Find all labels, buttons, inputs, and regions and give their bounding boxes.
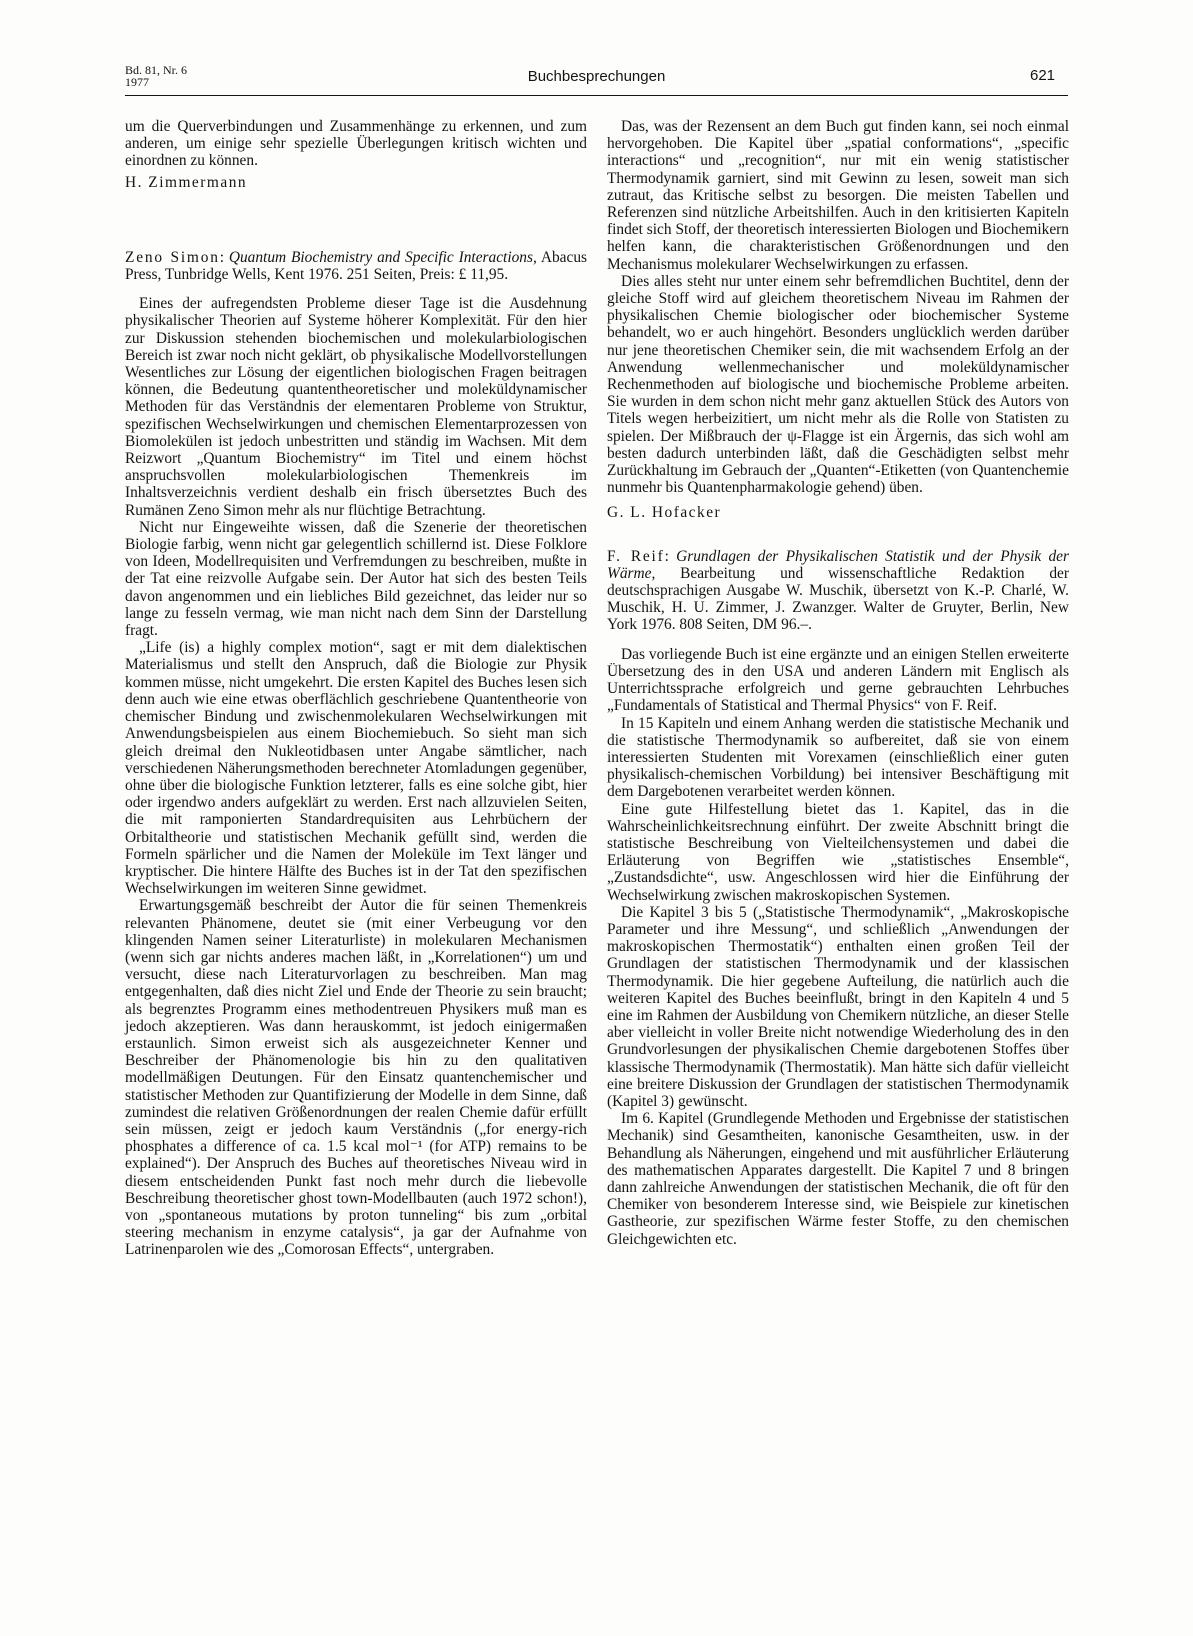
header-page-number: 621 [1030, 67, 1056, 84]
header-rule [125, 95, 1068, 96]
review-paragraph: „Life (is) a highly complex motion“, sagt er mit dem dialektischen Materialismus und stellt den Anspruch, daß die Biologie zur Physik kommen müsse, nicht umgekehrt. Die ersten Kapitel des Buches lesen sich denn auch wie eine etwas oberflächlich geschriebene Quantentheorie von chemischer Bindung und zwischenmolekularen Wechselwirkungen mit Anwendungsbeispielen aus einem Biochemiebuch. So sieht man sich gleich dreimal den Nukleotidbasen unter Angabe sämtlicher, nach verschiedenen Näherungsmethoden berechneter Atomladungen gegenüber, ohne über die biologische Funktion letzterer, falls es eine solche gibt, hier oder irgendwo anders aufgeklärt zu werden. Erst nach allzuvielen Seiten, die mit ramponierten Standardrequisiten aus Lehrbüchern der Orbitaltheorie und statistischen Mechanik gefüllt sind, werden die Formeln spärlicher und die Namen der Moleküle im Text länger und kryptischer. Die hintere Hälfte des Buches ist in der Tat den spezifischen Wechselwirkungen im weiteren Sinne gewidmet. [125, 639, 587, 898]
reviewer-signature: G. L. Hofacker [607, 504, 722, 522]
book-reference: F. Reif: Grundlagen der Physikalischen Statistik und der Physik der Wärme, Bearbeitung und wissenschaftliche Redaktion der deutschsprachigen Ausgabe W. Muschik, übersetzt von K.-P. Charlé, W. Muschik, H. U. Zimmer, J. Zwanzger. Walter de Gruyter, Berlin, New York 1976. 808 Seiten, DM 96.–. [607, 547, 1070, 634]
header-volume: Bd. 81, Nr. 6 [125, 63, 188, 77]
book-details: Bearbeitung und wissenschaftliche Redaktion der deutschsprachigen Ausgabe W. Muschik, übersetzt von K.-P. Charlé, W. Muschik, H. U. Zimmer, J. Zwanzger. Walter de Gruyter, Berlin, New York 1976. 808 Seiten, DM 96.–. [607, 564, 1069, 634]
book-title: Quantum Biochemistry and Specific Interactions, [228, 248, 537, 266]
review-paragraph: Das, was der Rezensent an dem Buch gut finden kann, sei noch einmal hervorgehoben. Die Kapitel über „spatial conformations“, „specific interactions“ und „recognition“, nur mit ein wenig statistischer Thermodynamik garniert, sind mit Gewinn zu lesen, soweit man sich zutraut, das Kritische selbst zu besorgen. Die meisten Tabellen und Referenzen sind nützliche Arbeitshilfen. Auch in den kritisierten Kapiteln findet sich Stoff, der theoretisch interessierten Biologen und Biochemikern helfen kann, die charakteristischen Größenordnungen und den Mechanismus molekularer Wechselwirkungen zu erfassen. [607, 118, 1069, 273]
review-paragraph: In 15 Kapiteln und einem Anhang werden die statistische Mechanik und die statistische Thermodynamik so aufbereitet, daß sie von einem interessierten Studenten mit Vorexamen (einschließlich einer guten physikalisch-chemischen Vorbildung) bei intensiver Beschäftigung mit dem Dargebotenen verarbeitet werden können. [607, 714, 1069, 801]
book-details: Abacus Press, Tunbridge Wells, Kent 1976. 251 Seiten, Preis: £ 11,95. [125, 248, 588, 284]
review-paragraph: Eine gute Hilfestellung bietet das 1. Kapitel, das in die Wahrscheinlichkeitsrechnung einführt. Der zweite Abschnitt bringt die statistische Beschreibung von Vielteilchensystemen und dabei die Erläuterung von Begriffen wie „statistisches Ensemble“, „Zustandsdichte“, usw. Angeschlossen wird hier die Einführung der Wechselwirkung zwischen makroskopischen Systemen. [607, 800, 1069, 904]
paragraph-continued: um die Querverbindungen und Zusammenhänge zu erkennen, und zum anderen, um einige sehr spezielle Überlegungen kritisch wichten und einordnen zu können. [125, 118, 587, 170]
right-column [607, 118, 1069, 1248]
book-title: Grundlagen der Physikalischen Statistik und der Physik der Wärme, [607, 547, 1070, 582]
review-paragraph: Eines der aufregendsten Probleme dieser Tage ist die Ausdehnung physikalischer Theorien auf Systeme höherer Komplexität. Für den hier zur Diskussion stehenden biochemischen und molekularbiologischen Bereich ist zwar noch nicht geklärt, ob physikalische Modellvorstellungen Wesentliches zur Lösung der eigentlichen biologischen Fragen beitragen können, die Bedeutung quantentheoretischer und moleküldynamischer Methoden für das Verständnis der elementaren Probleme von Struktur, spezifischen Wechselwirkungen und chemischen Elementarprozessen von Biomolekülen ist jedoch unbestritten und ständig im Wachsen. Mit dem Reizwort „Quantum Biochemistry“ im Titel und einem höchst anspruchsvollen molekularbiologischen Themenkreis im Inhaltsverzeichnis verdient deshalb ein frisch übersetztes Buch des Rumänen Zeno Simon mehr als nur flüchtige Betrachtung. [125, 295, 587, 519]
book-author: Zeno Simon [125, 248, 220, 266]
review-paragraph: Die Kapitel 3 bis 5 („Statistische Thermodynamik“, „Makroskopische Parameter und ihre Messung“, und schließlich „Anwendungen der makroskopischen Thermostatik“) enthalten einen großen Teil der Grundlagen der statistischen Thermodynamik und der klassischen Thermodynamik. Die hier gegebene Aufteilung, die natürlich auch die weiteren Kapitel des Buches beeinflußt, bringt in den Kapiteln 4 und 5 eine im Rahmen der Ausbildung von Chemikern nützliche, an dieser Stelle aber vielleicht in voller Breite nicht notwendige Wiederholung des in den Grundvorlesungen der physikalischen Chemie dargebotenen Stoffes über klassische Thermodynamik (Thermostatik). Man hätte sich dafür vielleicht eine breitere Diskussion der Grundlagen der statistischen Thermodynamik (Kapitel 3) gewünscht. [607, 903, 1069, 1110]
reviewer-signature: H. Zimmermann [125, 173, 248, 191]
book-reference: Zeno Simon: Quantum Biochemistry and Specific Interactions, Abacus Press, Tunbridge Wells, Kent 1976. 251 Seiten, Preis: £ 11,95. [125, 248, 588, 284]
left-column [125, 118, 587, 1259]
review-paragraph: Dies alles steht nur unter einem sehr befremdlichen Buchtitel, denn der gleiche Stoff wird auf gleichem theoretischem Niveau im Rahmen der physikalischen Chemie biologischer oder biochemischer Systeme behandelt, wo er auch hingehört. Besonders unglücklich werden darüber nur jene theoretischen Chemiker sein, die mit wachsendem Erfolg an der Anwendung wellenmechanischer und moleküldynamischer Rechenmethoden auf biologische und biochemische Probleme arbeiten. Sie wurden in dem schon nicht mehr ganz aktuellen Stück des Autors von Titels wegen herbeizitiert, um nicht mehr als die Rolle von Statisten zu spielen. Der Mißbrauch der ψ-Flagge ist ein Ärgernis, das sich wohl am besten dadurch unterbinden läßt, daß die Geschädigten selbst mehr Zurückhaltung im Gebrauch der „Quanten“-Etiketten (von Quantenchemie nunmehr bis Quantenpharmakologie gehend) üben. [607, 272, 1069, 497]
book-author: F. Reif [607, 547, 665, 565]
review-paragraph: Im 6. Kapitel (Grundlegende Methoden und Ergebnisse der statistischen Mechanik) sind Gesamtheiten, kanonische Gesamtheiten, usw. in der Behandlung als Näherungen, eingehend und mit ausführlicher Erläuterung des mathematischen Apparates dargestellt. Die Kapitel 7 und 8 bringen dann zahlreiche Anwendungen der statistischen Mechanik, die oft für den Chemiker von besonderem Interesse sind, wie Beispiele zur kinetischen Gastheorie, zur spezifischen Wärme fester Stoffe, zu den chemischen Gleichgewichten etc. [607, 1110, 1069, 1248]
review-paragraph: Nicht nur Eingeweihte wissen, daß die Szenerie der theoretischen Biologie farbig, wenn nicht gar gelegentlich schillernd ist. Diese Folklore von Ideen, Modellrequisiten und Verfremdungen zu beschreiben, mußte in der Tat eine reizvolle Aufgabe sein. Der Autor hat sich des besten Teils davon angenommen und ein liebliches Bild gezeichnet, das leider nur so lange zu fesseln vermag, wie man nicht nach dem Sinn der Darstellung fragt. [125, 518, 587, 640]
review-paragraph: Erwartungsgemäß beschreibt der Autor die für seinen Themenkreis relevanten Phänomene, deutet sie (mit einer Verbeugung vor den klingenden Namen seiner Literaturliste) in molekularen Mechanismen (wenn sich gar nichts anderes machen läßt, in „Korrelationen“) um und versucht, diese nach Literaturvorlagen zu beschreiben. Man mag entgegenhalten, daß dies nicht Ziel und Ende der Theorie zu sein braucht; als begrenztes Programm eines methodentreuen Physikers muß man es jedoch akzeptieren. Was dann herauskommt, ist jedoch einigermaßen erstaunlich. Simon erweist sich als ausgezeichneter Kenner und Beschreiber der Phänomenologie bis hin zu den qualitativen modellmäßigen Deutungen. Für den Einsatz quantenchemischer und statistischer Methoden zur Quantifizierung der Modelle in dem Sinne, daß zumindest die relativen Größenordnungen der realen Chemie dafür erfüllt sein müssen, zeigt er jedoch kaum Verständnis („for energy-rich phosphates a difference of ca. 1.5 kcal mol⁻¹ (for ATP) remains to be explained“). Der Anspruch des Buches auf theoretisches Niveau wird in diesem entscheidenden Punkt fast noch mehr durch die liebevolle Beschreibung theoretischer ghost town-Modellbauten (auch 1972 schon!), von „spontaneous mutations by proton tunneling“ bis zum „orbital steering mechanism in enzyme catalysis“, ja gar der Aufnahme von Latrinenparolen wie des „Comorosan Effects“, untergraben. [125, 897, 587, 1259]
header-year: 1977 [125, 75, 149, 89]
review-paragraph: Das vorliegende Buch ist eine ergänzte und an einigen Stellen erweiterte Übersetzung des in den USA und anderen Ländern mit Englisch als Unterrichtssprache erfolgreich und gerne gebrauchten Lehrbuches „Fundamentals of Statistical and Thermal Physics“ von F. Reif. [607, 645, 1069, 715]
header-section-title: Buchbesprechungen [527, 68, 666, 85]
